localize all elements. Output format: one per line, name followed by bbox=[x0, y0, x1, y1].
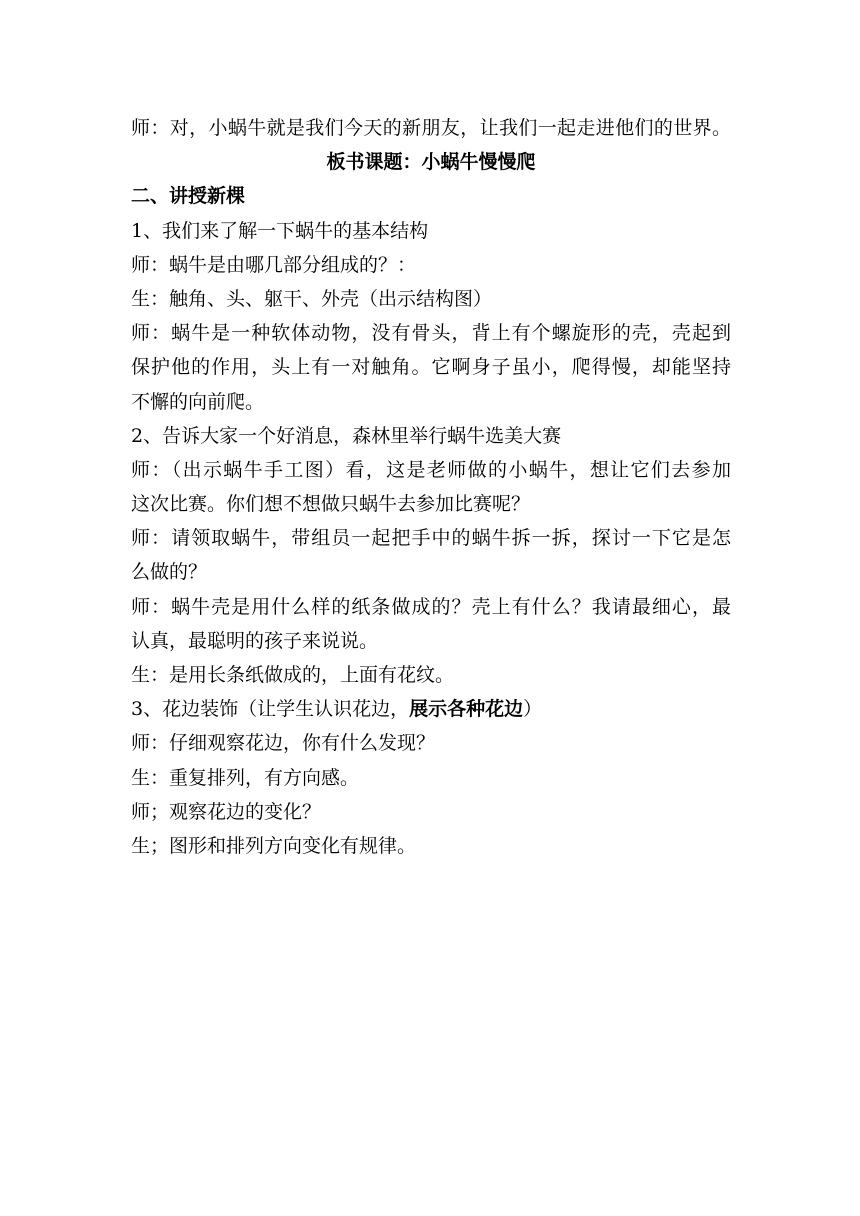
document-body bbox=[131, 111, 731, 863]
teacher-explanation-line-2: 保护他的作用，头上有一对触角。它啊身子虽小，爬得慢，却能坚持 bbox=[131, 356, 731, 379]
teacher-explanation-line-3: 不懈的向前爬。 bbox=[131, 390, 265, 413]
step-3-heading bbox=[131, 692, 731, 726]
teacher-show-line-1: 师：（出示蜗牛手工图）看，这是老师做的小蜗牛，想让它们去参加 bbox=[131, 458, 731, 481]
teacher-explanation-line-1: 师：蜗牛是一种软体动物，没有骨头，背上有个螺旋形的壳，壳起到 bbox=[131, 322, 731, 345]
student-answer-change: 生；图形和排列方向变化有规律。 bbox=[131, 834, 417, 857]
step-3-bold-text: 展示各种花边 bbox=[409, 698, 524, 721]
teacher-observe-change: 师；观察花边的变化？ bbox=[131, 800, 322, 823]
step-2-heading: 2、告诉大家一个好消息，森林里举行蜗牛选美大赛 bbox=[131, 424, 562, 447]
step-3-text: 3、花边装饰（让学生认识花边， bbox=[131, 698, 410, 721]
teacher-shell-question-line-2: 认真，最聪明的孩子来说说。 bbox=[131, 629, 379, 652]
board-title: 板书课题：小蜗牛慢慢爬 bbox=[326, 151, 536, 174]
section-heading: 二、讲授新棵 bbox=[131, 185, 246, 208]
student-answer-shell: 生：是用长条纸做成的，上面有花纹。 bbox=[131, 664, 455, 686]
paragraph-teacher-intro: 师：对，小蜗牛就是我们今天的新朋友，让我们一起走进他们的世界。 bbox=[131, 117, 731, 139]
student-answer-repeat: 生：重复排列，有方向感。 bbox=[131, 766, 360, 789]
student-answer-structure: 生：触角、头、躯干、外壳（出示结构图） bbox=[131, 287, 493, 310]
teacher-instruction-line-2: 么做的？ bbox=[131, 561, 208, 584]
teacher-question-structure: 师：蜗牛是由哪几部分组成的？： bbox=[131, 253, 417, 276]
teacher-observe-border: 师：仔细观察花边，你有什么发现？ bbox=[131, 732, 436, 755]
teacher-shell-question-line-1: 师：蜗牛壳是用什么样的纸条做成的？壳上有什么？我请最细心，最 bbox=[131, 595, 731, 618]
teacher-instruction-line-1: 师：请领取蜗牛，带组员一起把手中的蜗牛拆一拆，探讨一下它是怎 bbox=[131, 527, 731, 550]
step-1-heading: 1、我们来了解一下蜗牛的基本结构 bbox=[131, 219, 429, 242]
step-3-closing: ） bbox=[523, 698, 543, 721]
teacher-show-line-2: 这次比赛。你们想不想做只蜗牛去参加比赛呢？ bbox=[131, 493, 531, 516]
